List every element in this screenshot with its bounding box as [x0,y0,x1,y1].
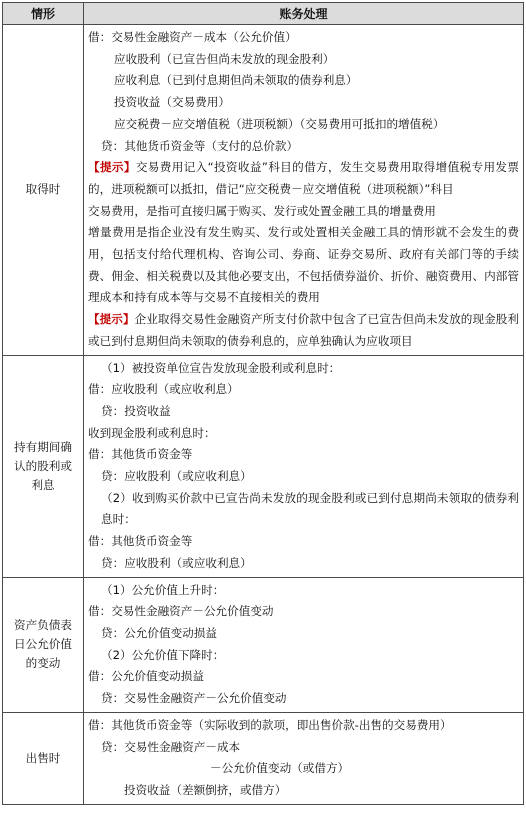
entry-line: 借：应收股利（或应收利息） [88,382,239,397]
entry-line: 贷：公允价值变动损益 [101,625,217,640]
entry-line: （2）公允价值下降时： [101,647,225,662]
entry-line: 借：交易性金融资产－公允价值变动 [88,604,274,619]
row-label: 持有期间确认的股利或利息 [3,355,84,577]
entry-line: 收到现金股利或利息时： [88,425,216,440]
row-content [84,712,524,804]
entry-line: 投资收益（差额倒挤，或借方） [124,782,287,797]
entry-line: 借：其他货币资金等 [88,534,193,549]
definition-paragraph: 增量费用是指企业没有发生购买、发行或处置相关金融工具的情形就不会发生的费用，包括支付给代理机构、咨询公司、券商、证券交易所、政府有关部门等的手续费、佣金、相关税费以及其他必要支出，不包括债券溢价、折价、融资费用、内部管理成本和持有成本等与交易不直接相关的费用 [88,225,519,305]
row-label: 出售时 [3,712,84,804]
entry-line: （2）收到购买价款中已宣告尚未发放的现金股利或已到付息期尚未领取的债券利息时： [101,490,519,527]
tip-text: 企业取得交易性金融资产所支付价款中包含了已宣告但尚未发放的现金股利或已到付息期但尚未领取的债券利息的，应单独确认为应收项目 [88,312,519,348]
tip-text: 交易费用记入“投资收益”科目的借方，发生交易费用取得增值税专用发票的，进项税额可以抵扣，借记“应交税费－应交增值税（进项税额）”科目 [88,160,519,196]
entry-line: 借：交易性金融资产－成本（公允价值） [88,30,297,44]
tip-label: 【提示】 [88,160,136,175]
entry-line: －公允价值变动（或借方） [210,761,350,776]
entry-line: 贷：应收股利（或应收利息） [101,555,252,570]
table-row-disposal [3,712,524,804]
entry-line: （1）被投资单位宣告发放现金股利或利息时： [101,360,341,375]
entry-line: 贷：应收股利（或应收利息） [101,469,252,484]
table-row-holding-period [3,355,524,577]
entry-line: 应收利息（已到付息期但尚未领取的债券利息） [114,73,358,88]
entry-line: （1）公允价值上升时： [101,582,225,597]
entry-line: 应收股利（已宣告但尚未发放的现金股利） [114,51,335,66]
entry-line: 贷：交易性金融资产－公允价值变动 [101,691,287,706]
row-label: 资产负债表日公允价值的变动 [3,577,84,712]
entry-line: 借：其他货币资金等（实际收到的款项，即出售价款-出售的交易费用） [88,717,452,732]
tip-label: 【提示】 [88,312,135,327]
entry-line: 投资收益（交易费用） [114,95,230,110]
table-header-row [3,3,524,25]
accounting-table [2,2,524,805]
tip-paragraph [88,309,519,352]
row-content [84,25,524,356]
row-content [84,355,524,577]
tip-paragraph [88,157,519,200]
entry-line: 贷：其他货币资金等（支付的总价款） [101,138,299,153]
row-content [84,577,524,712]
definition-line: 交易费用，是指可直接归属于购买、发行或处置金融工具的增量费用 [88,203,436,218]
table-row-fair-value-change [3,577,524,712]
entry-line: 贷：交易性金融资产－成本 [101,739,241,754]
entry-line: 贷：投资收益 [101,403,171,418]
entry-line: 应交税费－应交增值税（进项税额）（交易费用可抵扣的增值税） [114,116,445,131]
row-label: 取得时 [3,25,84,356]
header-treatment: 账务处理 [84,3,524,25]
table-row-acquisition [3,25,524,356]
header-situation: 情形 [3,3,84,25]
entry-line: 借：公允价值变动损益 [88,669,204,684]
entry-line: 借：其他货币资金等 [88,447,193,462]
